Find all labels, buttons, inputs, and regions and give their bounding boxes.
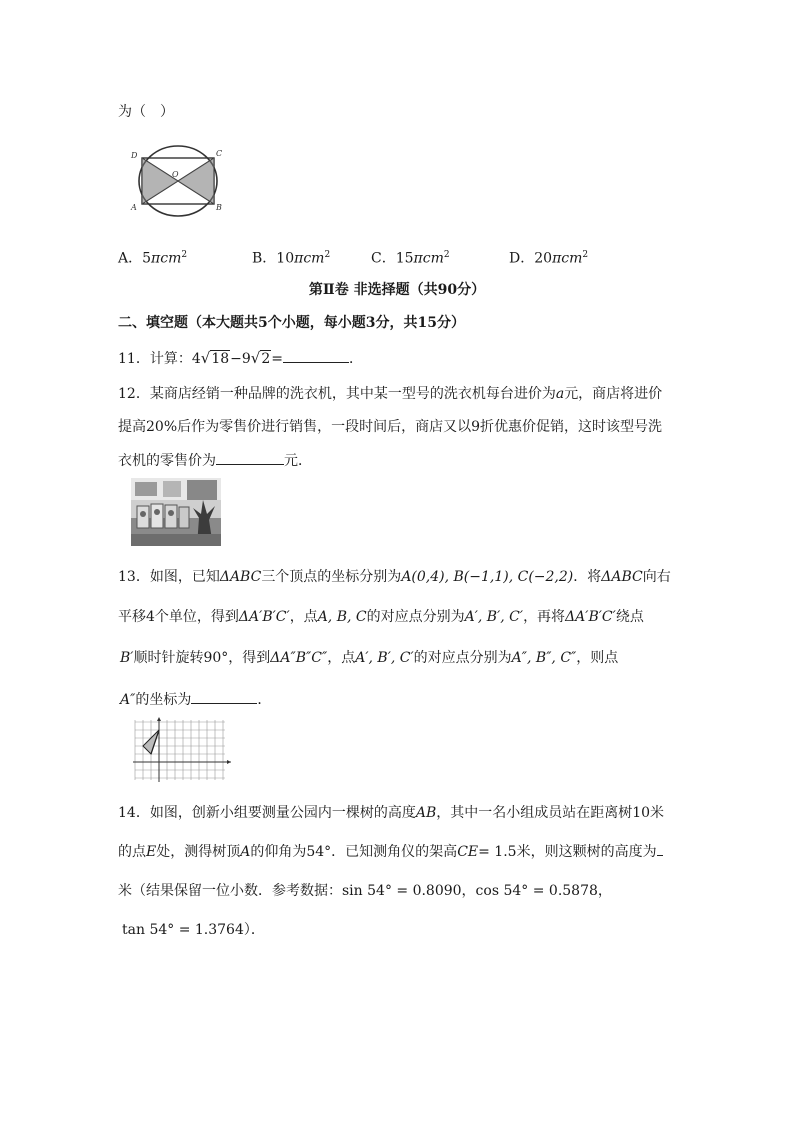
part2-title: 第Ⅱ卷 非选择题（共90分） [308, 282, 486, 298]
q11-line: 11．计算：4√18−9√2= ． [118, 349, 363, 367]
q10-option-d[interactable]: D．20πcm$^2$ [509, 250, 589, 267]
q12-line2: 提高20%后作为零售价进行销售，一段时间后，商店又以9折优惠价促销，这时该型号洗 [118, 419, 663, 435]
q10-stem-tail: 为（ ） [118, 104, 174, 120]
label-o: O [172, 170, 179, 179]
q10-figure-circle-rectangle [128, 144, 228, 222]
q10-option-b[interactable]: B．10πcm$^2$ [252, 250, 331, 267]
label-b: B [216, 203, 222, 212]
washing-machine-store-photo [131, 478, 221, 546]
q14-line1: 14．如图，创新小组要测量公园内一棵树的高度AB，其中一名小组成员站在距离树10米 [118, 805, 665, 821]
q13-answer-blank[interactable] [191, 689, 257, 704]
q11-answer-blank[interactable] [283, 348, 349, 363]
label-a: A [131, 203, 137, 212]
q13-line2: 平移4个单位，得到ΔA′B′C′，点A, B, C的对应点分别为A′, B′, C′，再将ΔA′B′C′绕点 [118, 609, 644, 625]
q13-line1: 13．如图，已知ΔABC三个顶点的坐标分别为A(0,4), B(−1,1), C(−2,2)．将ΔABC向右 [118, 569, 671, 585]
label-d: D [131, 151, 138, 160]
q10-option-c[interactable]: C．15πcm$^2$ [371, 250, 450, 267]
q14-line3: 米（结果保留一位小数．参考数据：sin 54° = 0.8090，cos 54° = 0.5878， [118, 883, 612, 899]
q13-line4: A″的坐标为 ． [120, 689, 271, 710]
q11-sqrt-18: 18 [211, 351, 230, 367]
q14-line2: 的点E处，测得树顶A的仰角为54°．已知测角仪的架高CE= 1.5米，则这颗树的高度为 [118, 841, 663, 862]
q12-line1: 12．某商店经销一种品牌的洗衣机，其中某一型号的洗衣机每台进价为a元，商店将进价 [118, 386, 663, 402]
section2-title: 二、填空题（本大题共5个小题，每小题3分，共15分） [118, 315, 465, 331]
q14-answer-blank[interactable] [657, 841, 663, 856]
label-c: C [216, 149, 223, 158]
q14-line4: tan 54° = 1.3764）． [122, 922, 265, 938]
q11-sqrt-2: 2 [261, 351, 271, 367]
q10-option-a[interactable]: A．5πcm$^2$ [118, 250, 188, 267]
q12-line3: 衣机的零售价为 元． [118, 450, 312, 471]
q13-coordinate-grid-figure [131, 716, 233, 784]
q12-answer-blank[interactable] [216, 450, 284, 465]
q13-line3: B′顺时针旋转90°，得到ΔA″B″C″，点A′, B′, C′的对应点分别为A″, B″, C″，则点 [120, 650, 619, 666]
